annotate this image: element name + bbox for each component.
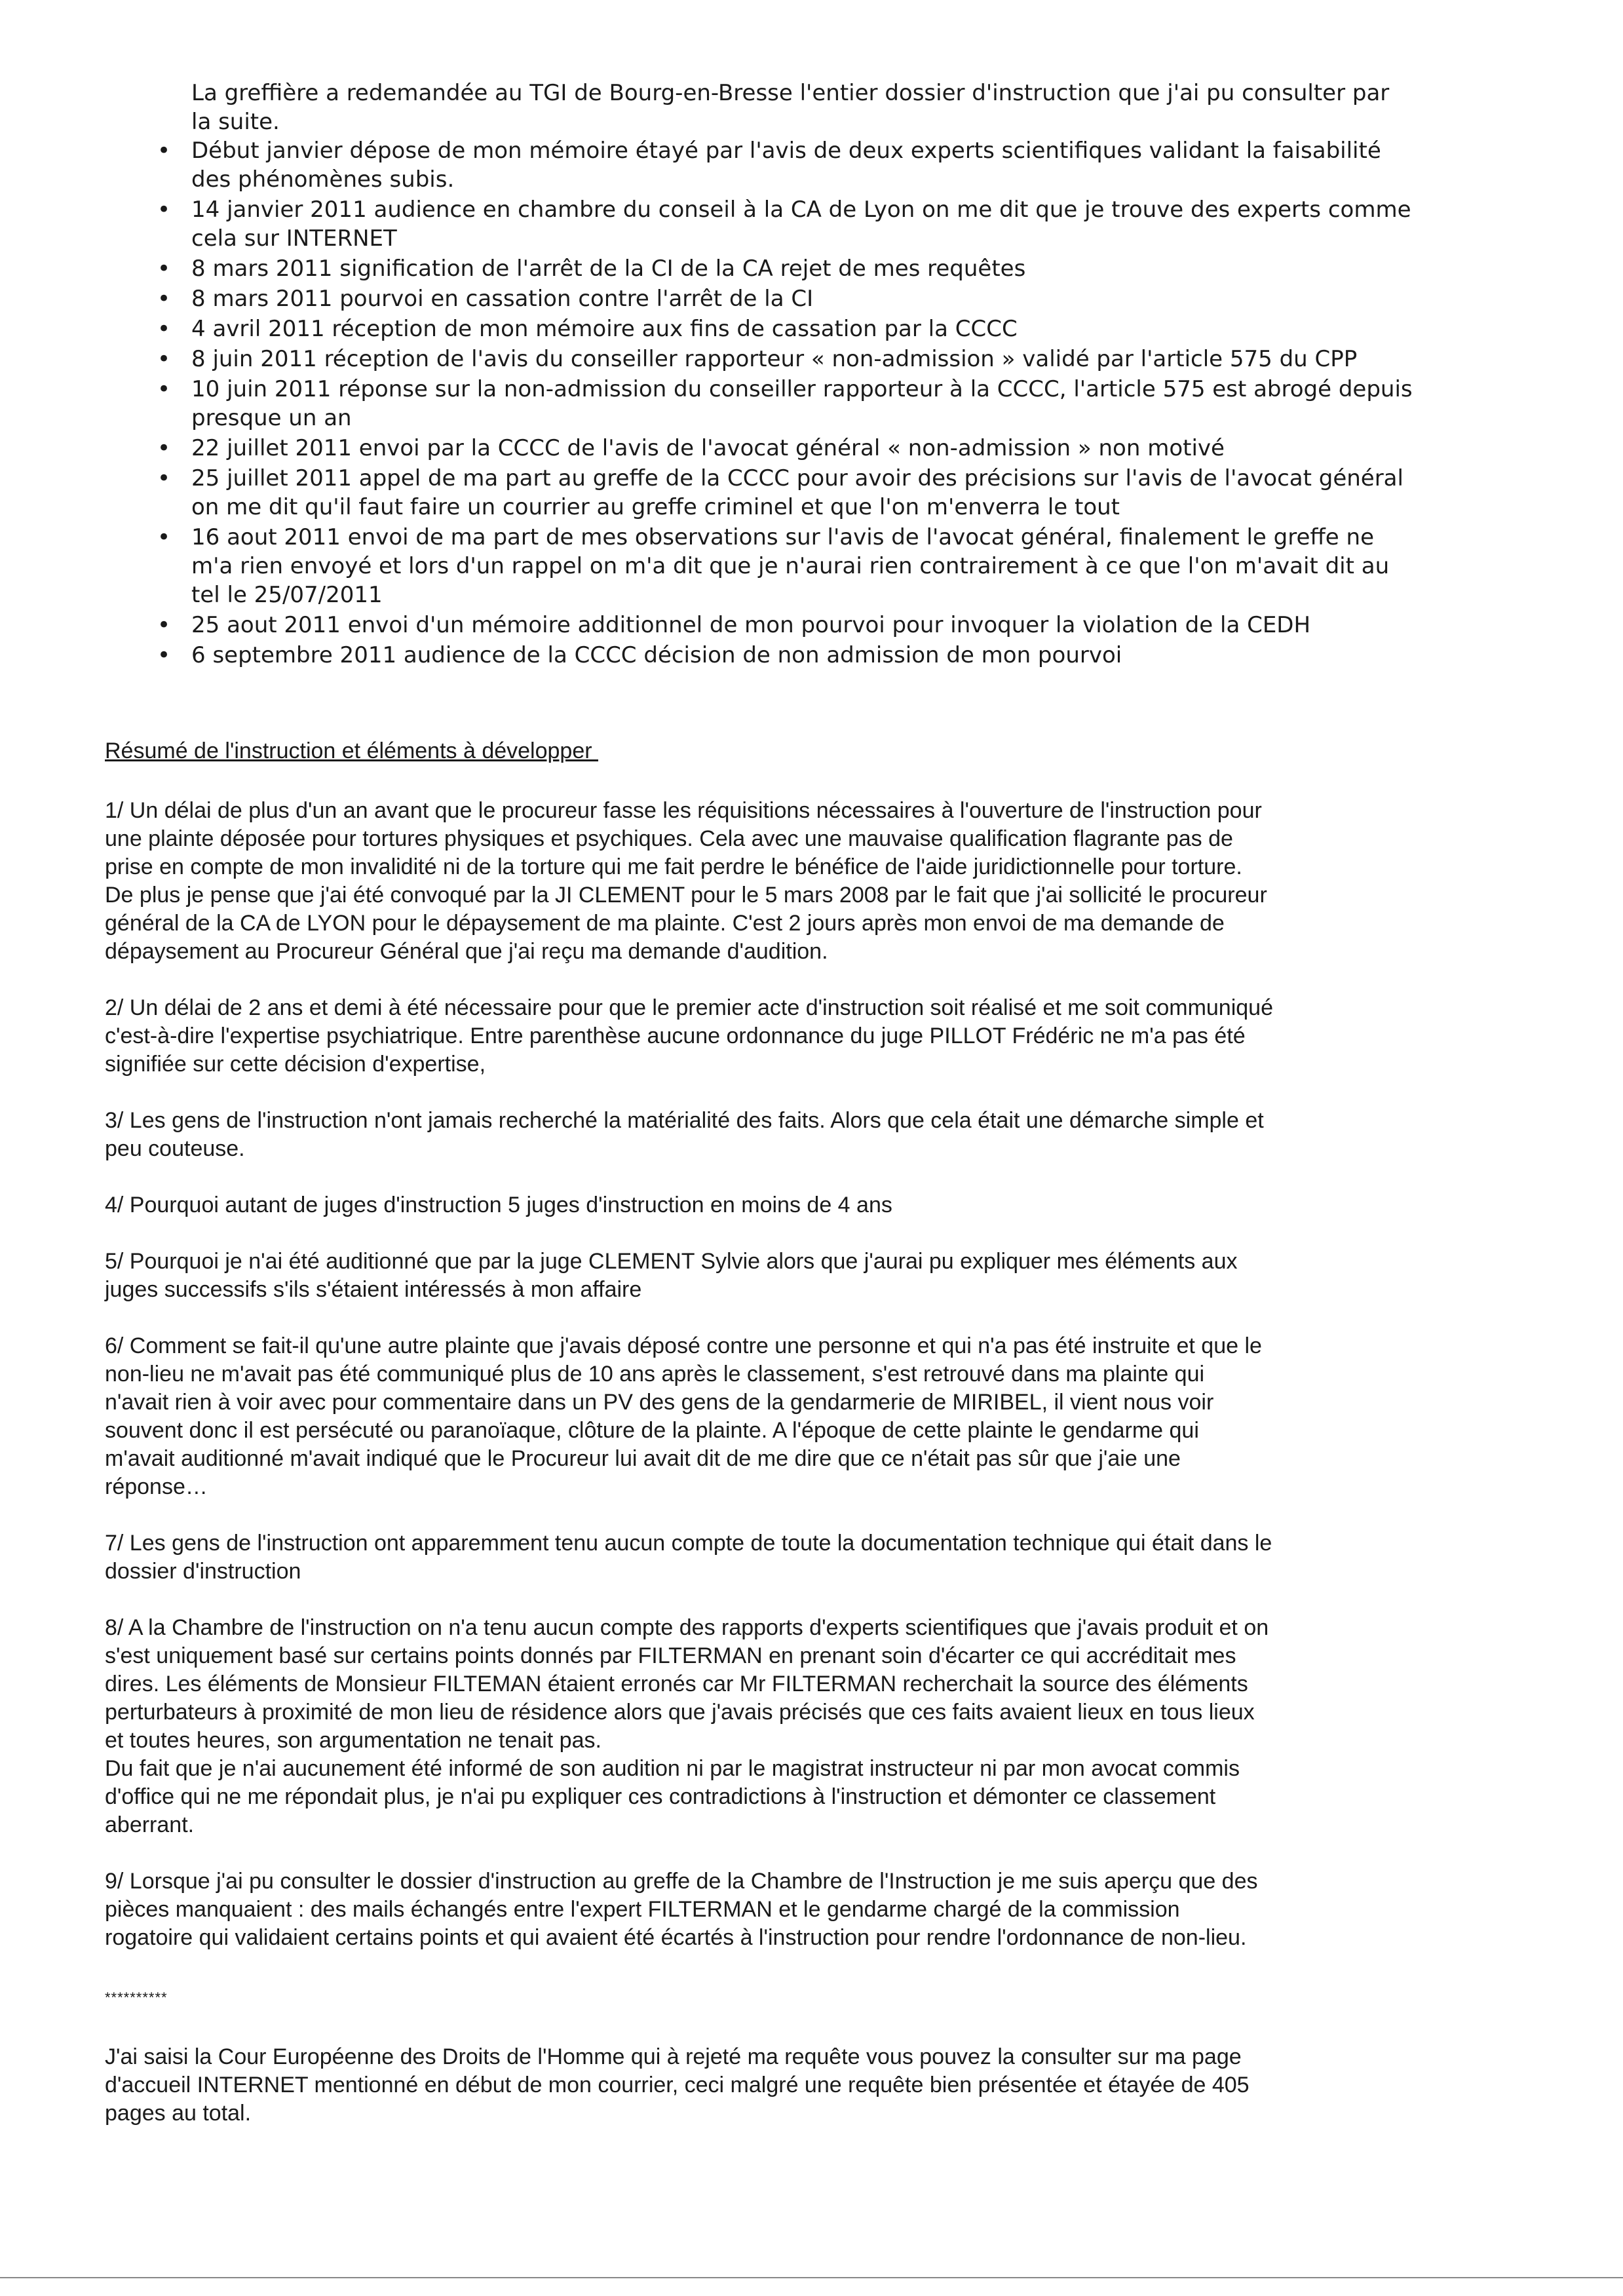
text-line: Du fait que je n'ai aucunement été informé de son audition ni par le magistrat instructeur ni par mon avocat commis: [105, 1756, 1240, 1781]
summary-point-2: [105, 994, 1415, 1079]
bullet-icon: •: [157, 316, 171, 342]
timeline-item-text: 4 avril 2011 réception de mon mémoire aux fins de cassation par la CCCC: [191, 316, 1018, 342]
text-line: rogatoire qui validaient certains points et qui avaient été écartés à l'instruction pour rendre l'ordonnance de non-lieu.: [105, 1925, 1247, 1950]
bullet-icon: •: [157, 197, 171, 223]
text-line: 7/ Les gens de l'instruction ont apparemment tenu aucun compte de toute la documentation technique qui était dans le: [105, 1531, 1272, 1556]
bullet-icon: •: [157, 612, 171, 638]
text-line: c'est-à-dire l'expertise psychiatrique. Entre parenthèse aucune ordonnance du juge PILLOT Frédéric ne m'a pas été: [105, 1024, 1246, 1048]
text-line: dépaysement au Procureur Général que j'ai reçu ma demande d'audition.: [105, 939, 828, 964]
timeline-item-text: 6 septembre 2011 audience de la CCCC décision de non admission de mon pourvoi: [191, 642, 1122, 668]
text-line: perturbateurs à proximité de mon lieu de résidence alors que j'avais précisés que ces faits avaient lieux en tous lieux: [105, 1700, 1255, 1725]
bullet-icon: •: [157, 376, 171, 402]
timeline-item: [157, 254, 1415, 283]
text-line: 1/ Un délai de plus d'un an avant que le procureur fasse les réquisitions nécessaires à l'ouverture de l'instruction pour: [105, 798, 1262, 823]
text-line: d'accueil INTERNET mentionné en début de mon courrier, ceci malgré une requête bien présentée et étayée de 405: [105, 2073, 1250, 2097]
summary-paragraphs: [105, 797, 1415, 1952]
timeline-item-text: 8 juin 2011 réception de l'avis du conseiller rapporteur « non-admission » validé par l'article 575 du CPP: [191, 346, 1358, 372]
text-line: et toutes heures, son argumentation ne tenait pas.: [105, 1728, 601, 1753]
summary-point-1: [105, 797, 1415, 966]
text-line: général de la CA de LYON pour le dépaysement de ma plainte. C'est 2 jours après mon envoi de ma demande de: [105, 911, 1225, 936]
bullet-icon: •: [157, 642, 171, 668]
text-line: d'office qui ne me répondait plus, je n'ai pu expliquer ces contradictions à l'instruction et démonter ce classement: [105, 1784, 1216, 1809]
timeline-item: [157, 375, 1415, 432]
text-line: prise en compte de mon invalidité ni de la torture qui me fait perdre le bénéfice de l'aide juridictionnelle pour torture.: [105, 854, 1242, 879]
text-line: m'avait auditionné m'avait indiqué que le Procureur lui avait dit de me dire que ce n'était pas sûr que j'aie une: [105, 1446, 1181, 1471]
summary-point-7: [105, 1529, 1415, 1586]
timeline-item: [157, 611, 1415, 640]
bullet-icon: •: [157, 465, 171, 491]
text-line: pièces manquaient : des mails échangés entre l'expert FILTERMAN et le gendarme chargé de la commission: [105, 1897, 1180, 1922]
text-line: signifiée sur cette décision d'expertise,: [105, 1052, 486, 1077]
separator: **********: [105, 1989, 168, 2006]
summary-heading: Résumé de l'instruction et éléments à développer: [105, 738, 599, 763]
text-line: J'ai saisi la Cour Européenne des Droits de l'Homme qui à rejeté ma requête vous pouvez la consulter sur ma page: [105, 2044, 1242, 2069]
bullet-icon: •: [157, 138, 171, 164]
timeline-item: [157, 464, 1415, 522]
timeline-item-text: 8 mars 2011 pourvoi en cassation contre l'arrêt de la CI: [191, 286, 814, 312]
closing-paragraph: [105, 2043, 1415, 2128]
text-line: 8/ A la Chambre de l'instruction on n'a tenu aucun compte des rapports d'experts scientifiques que j'avais produit et on: [105, 1615, 1269, 1640]
timeline-item-text: 25 aout 2011 envoi d'un mémoire additionnel de mon pourvoi pour invoquer la violation de la CEDH: [191, 612, 1311, 638]
timeline-section: [138, 79, 1415, 671]
summary-section: [105, 737, 1415, 2156]
text-line: juges successifs s'ils s'étaient intéressés à mon affaire: [105, 1277, 642, 1302]
text-line: dires. Les éléments de Monsieur FILTEMAN étaient erronés car Mr FILTERMAN recherchait la source des éléments: [105, 1672, 1248, 1696]
timeline-item: [157, 284, 1415, 313]
timeline-item-text: Début janvier dépose de mon mémoire étayé par l'avis de deux experts scientifiques validant la faisabilité des phénomènes subis.: [191, 138, 1381, 193]
text-line: souvent donc il est persécuté ou paranoïaque, clôture de la plainte. A l'époque de cette plainte le gendarme qui: [105, 1418, 1199, 1443]
timeline-item: [157, 136, 1415, 194]
summary-point-8: [105, 1614, 1415, 1839]
timeline-item-text: 14 janvier 2011 audience en chambre du conseil à la CA de Lyon on me dit que je trouve des experts comme cela sur INTERNET: [191, 197, 1411, 252]
summary-point-5: [105, 1248, 1415, 1304]
timeline-item: [157, 345, 1415, 373]
bullet-icon: •: [157, 346, 171, 372]
bullet-icon: •: [157, 524, 171, 550]
timeline-item: [157, 434, 1415, 463]
timeline-item-text: 16 aout 2011 envoi de ma part de mes observations sur l'avis de l'avocat général, finalement le greffe ne m'a rien envoyé et lors d'un rappel on m'a dit que je n'aurai rien contrairement à ce que l'on m'avait dit au tel le 25/07/2011: [191, 524, 1390, 608]
timeline-item-text: 10 juin 2011 réponse sur la non-admission du conseiller rapporteur à la CCCC, l'article 575 est abrogé depuis presque un an: [191, 376, 1413, 431]
summary-point-9: [105, 1867, 1415, 1952]
summary-point-3: [105, 1107, 1415, 1163]
page-bottom-rule: [0, 2277, 1623, 2278]
text-line: n'avait rien à voir avec pour commentaire dans un PV des gens de la gendarmerie de MIRIBEL, il vient nous voir: [105, 1390, 1214, 1415]
text-line: 6/ Comment se fait-il qu'une autre plainte que j'avais déposé contre une personne et qui n'a pas été instruite et que le: [105, 1333, 1262, 1358]
summary-point-4: [105, 1191, 1415, 1219]
text-line: 4/ Pourquoi autant de juges d'instruction 5 juges d'instruction en moins de 4 ans: [105, 1193, 892, 1217]
text-line: 5/ Pourquoi je n'ai été auditionné que par la juge CLEMENT Sylvie alors que j'aurai pu expliquer mes éléments aux: [105, 1249, 1238, 1274]
text-line: 2/ Un délai de 2 ans et demi à été nécessaire pour que le premier acte d'instruction soit réalisé et me soit communiqué: [105, 995, 1273, 1020]
timeline-item-text: 22 juillet 2011 envoi par la CCCC de l'avis de l'avocat général « non-admission » non motivé: [191, 435, 1225, 461]
text-line: De plus je pense que j'ai été convoqué par la JI CLEMENT pour le 5 mars 2008 par le fait que j'ai sollicité le procureur: [105, 883, 1267, 908]
text-line: une plainte déposée pour tortures physiques et psychiques. Cela avec une mauvaise qualification flagrante pas de: [105, 826, 1233, 851]
text-line: non-lieu ne m'avait pas été communiqué plus de 10 ans après le classement, s'est retrouvé dans ma plainte qui: [105, 1362, 1205, 1387]
timeline-item: [157, 641, 1415, 670]
text-line: 3/ Les gens de l'instruction n'ont jamais recherché la matérialité des faits. Alors que cela était une démarche simple et: [105, 1108, 1264, 1133]
text-line: réponse…: [105, 1474, 208, 1499]
bullet-icon: •: [157, 256, 171, 282]
bullet-icon: •: [157, 286, 171, 312]
timeline-item-text: 8 mars 2011 signification de l'arrêt de la CI de la CA rejet de mes requêtes: [191, 256, 1026, 282]
timeline-list: [138, 136, 1415, 670]
continuation-text: La greffière a redemandée au TGI de Bourg-en-Bresse l'entier dossier d'instruction que j'ai pu consulter par la suite.: [191, 80, 1390, 135]
summary-point-6: [105, 1332, 1415, 1501]
text-line: aberrant.: [105, 1812, 195, 1837]
text-line: dossier d'instruction: [105, 1559, 301, 1584]
timeline-item: [157, 315, 1415, 343]
text-line: peu couteuse.: [105, 1136, 245, 1161]
text-line: pages au total.: [105, 2101, 252, 2126]
timeline-item: [157, 195, 1415, 253]
text-line: 9/ Lorsque j'ai pu consulter le dossier d'instruction au greffe de la Chambre de l'Instruction je me suis aperçu que des: [105, 1869, 1258, 1894]
timeline-item-text: 25 juillet 2011 appel de ma part au greffe de la CCCC pour avoir des précisions sur l'avis de l'avocat général on me dit qu'il faut faire un courrier au greffe criminel et que l'on m'enverra le tout: [191, 465, 1403, 520]
bullet-icon: •: [157, 435, 171, 461]
timeline-item: [157, 523, 1415, 609]
text-line: s'est uniquement basé sur certains points donnés par FILTERMAN en prenant soin d'écarter ce qui accréditait mes: [105, 1643, 1236, 1668]
